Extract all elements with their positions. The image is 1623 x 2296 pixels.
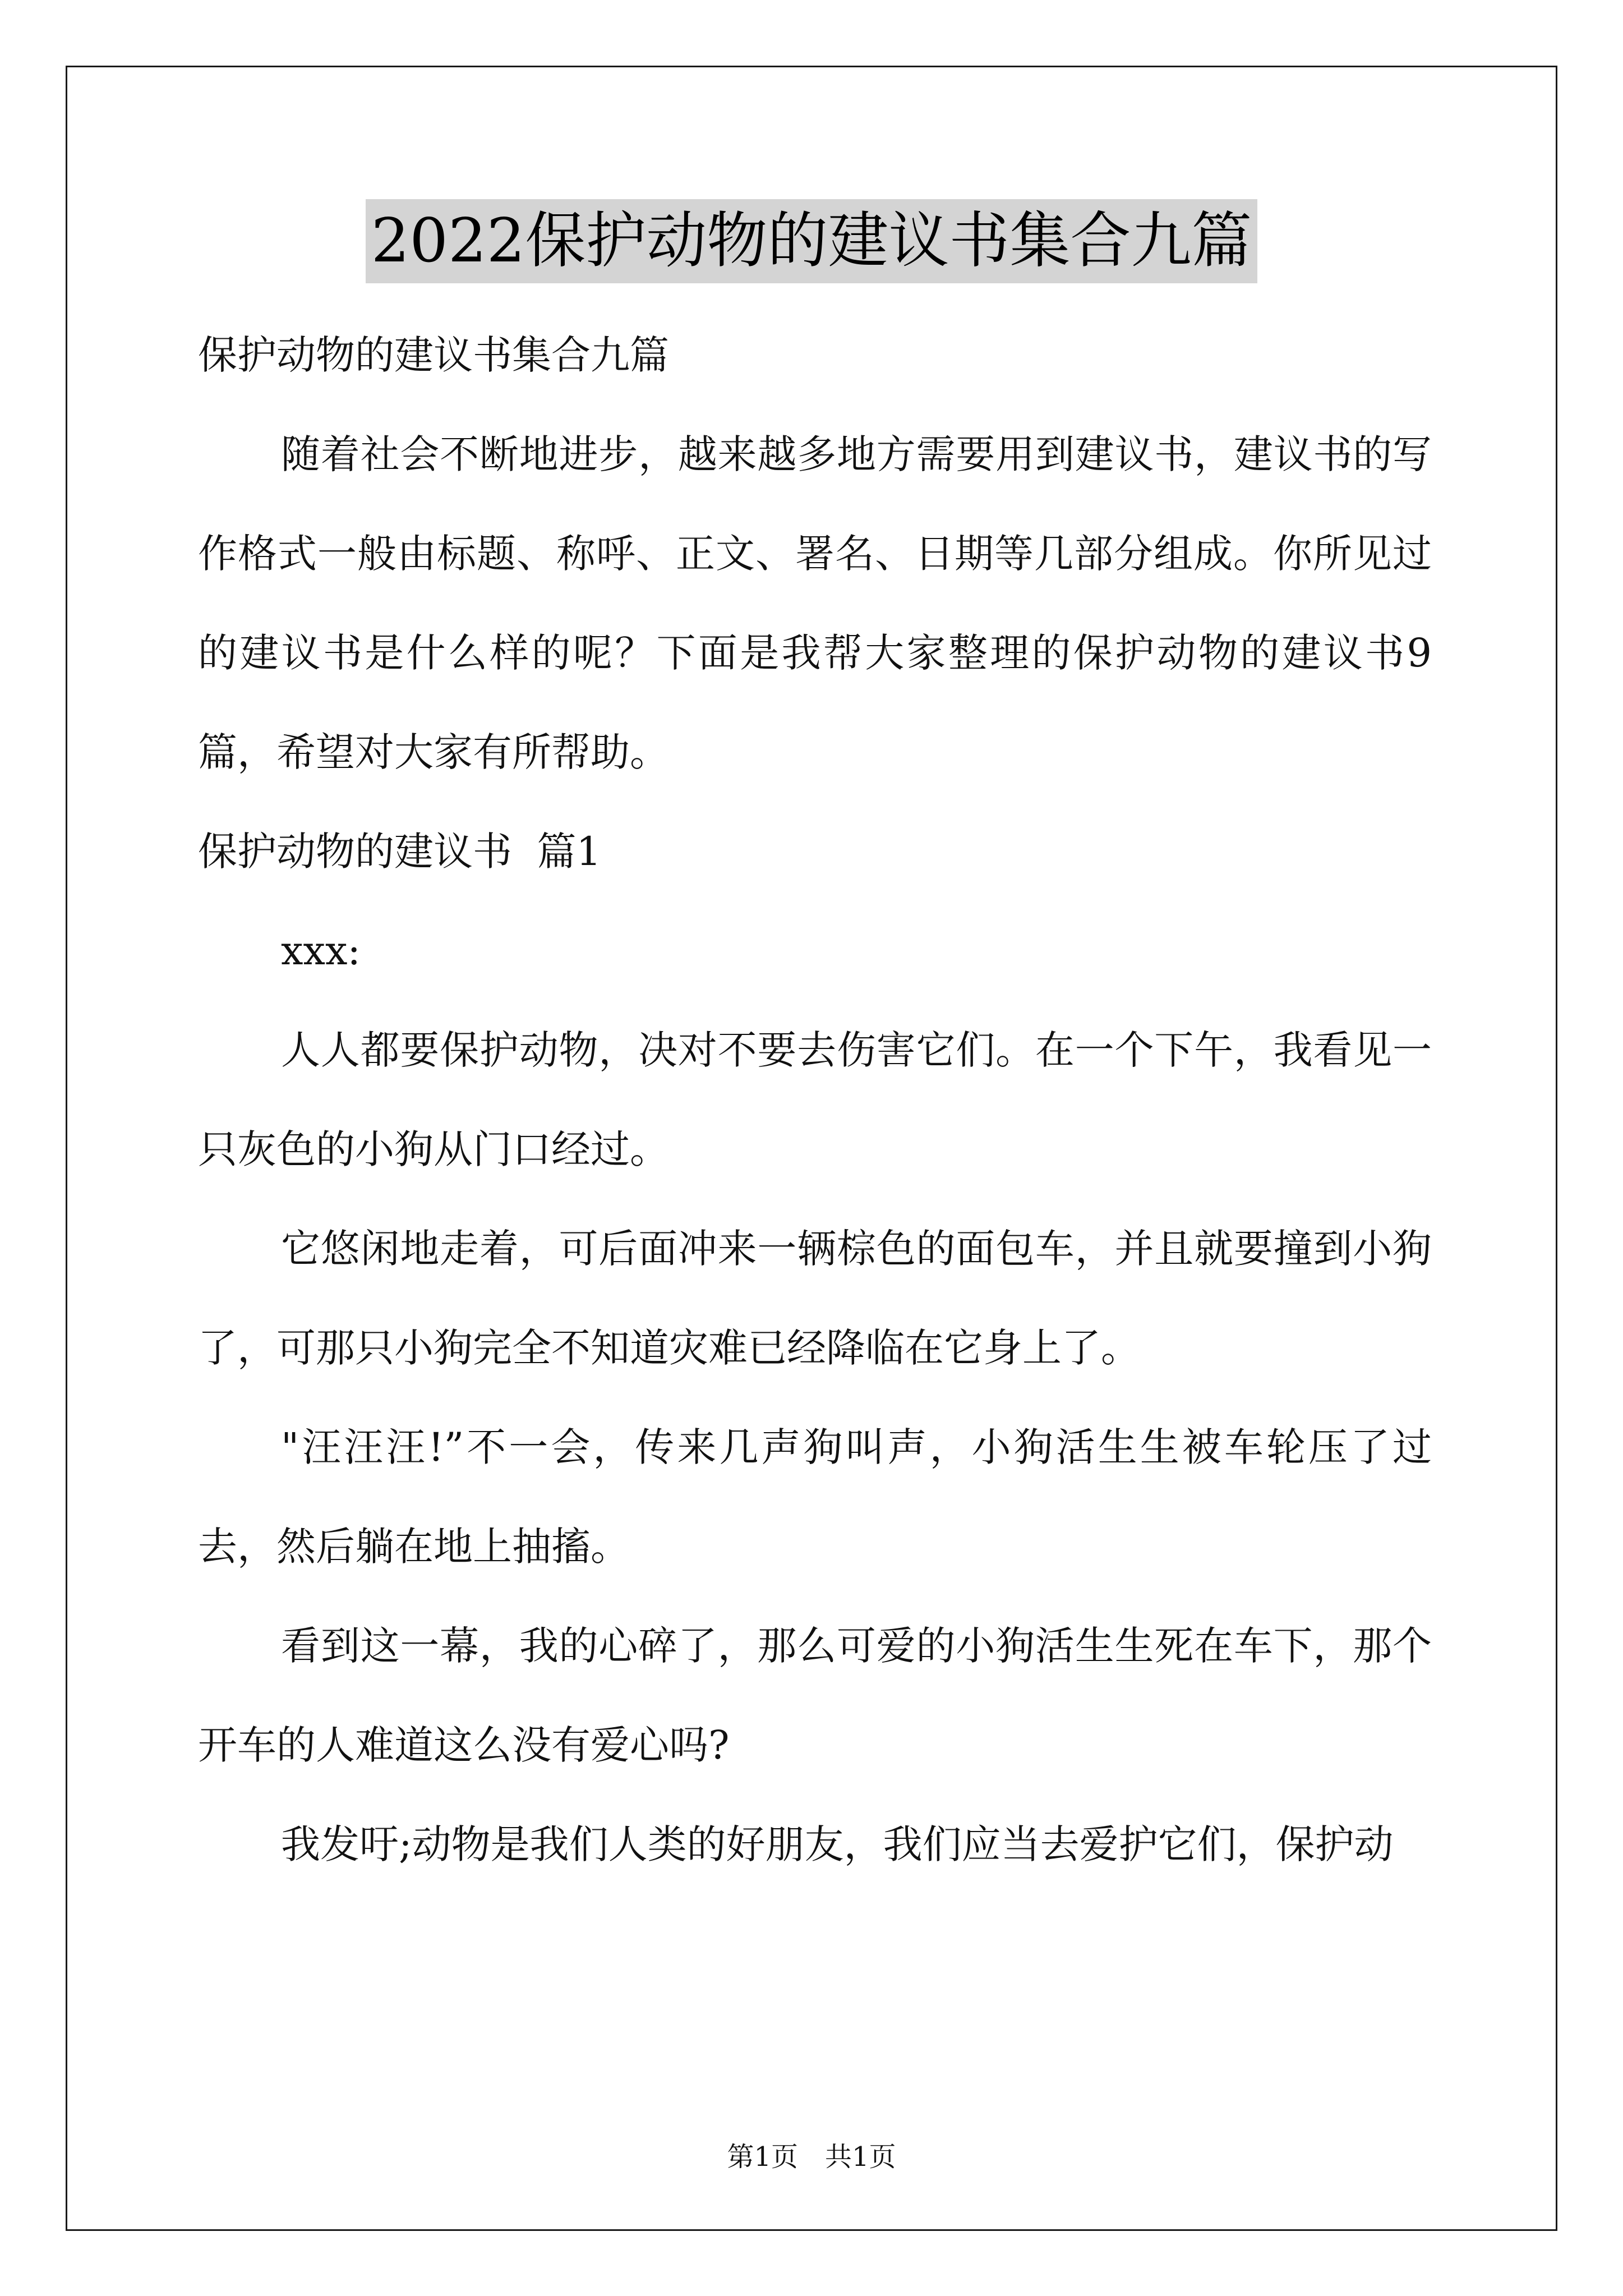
title-container xyxy=(0,199,1623,283)
paragraph: 随着社会不断地进步，越来越多地方需要用到建议书，建议书的写作格式一般由标题、称呼、正文、署名、日期等几部分组成。你所见过的建议书是什么样的呢？下面是我帮大家整理的保护动物的建议书9篇，希望对大家有所帮助。 xyxy=(198,431,1432,775)
paragraph: 看到这一幕，我的心碎了，那么可爱的小狗活生生死在车下，那个开车的人难道这么没有爱心吗? xyxy=(198,1623,1432,1768)
paragraph: 我发吁;动物是我们人类的好朋友，我们应当去爱护它们，保护动 xyxy=(281,1821,1394,1867)
section-heading: 保护动物的建议书 篇1 xyxy=(198,829,602,875)
page-footer xyxy=(0,2140,1623,2174)
document-body xyxy=(198,306,1432,1894)
page-number-total: 共1页 xyxy=(825,2141,896,2173)
salutation: xxx: xyxy=(281,928,361,974)
paragraph: 保护动物的建议书集合九篇 xyxy=(198,332,669,378)
document-title: 2022保护动物的建议书集合九篇 xyxy=(366,199,1258,283)
paragraph: "汪汪汪!”不一会，传来几声狗叫声，小狗活生生被车轮压了过去，然后躺在地上抽搐。 xyxy=(198,1424,1432,1570)
paragraph: 它悠闲地走着，可后面冲来一辆棕色的面包车，并且就要撞到小狗了，可那只小狗完全不知道灾难已经降临在它身上了。 xyxy=(198,1226,1432,1371)
page-number-current: 第1页 xyxy=(727,2141,798,2173)
paragraph: 人人都要保护动物，决对不要去伤害它们。在一个下午，我看见一只灰色的小狗从门口经过。 xyxy=(198,1027,1432,1172)
